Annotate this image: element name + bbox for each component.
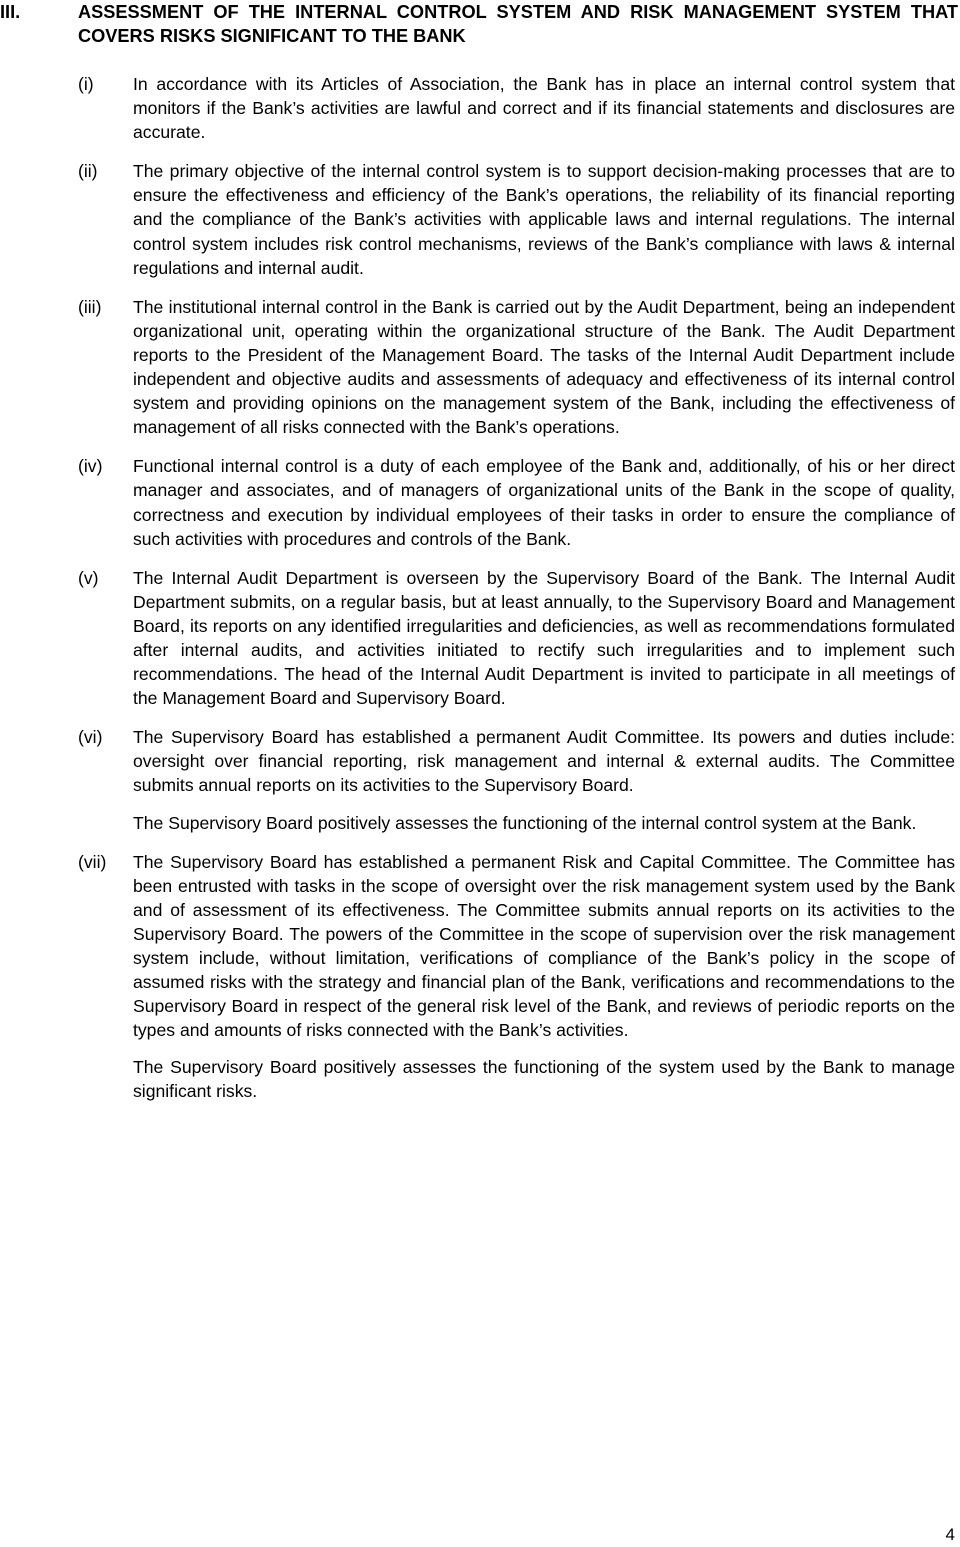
item-body [133, 72, 955, 144]
item-paragraph: The Supervisory Board positively assesses the functioning of the system used by the Bank to manage significant risks. [133, 1057, 955, 1102]
list-item [0, 566, 960, 711]
item-paragraph: The institutional internal control in the Bank is carried out by the Audit Department, being an independent organizational unit, operating within the organizational structure of the Bank. The Audit Department reports to the President of the Management Board. The tasks of the Internal Audit Department include independent and objective audits and assessments of adequacy and effectiveness of its internal control system and providing opinions on the management system of the Bank, including the effectiveness of management of all risks connected with the Bank’s operations. [133, 296, 955, 438]
item-label: (i) [78, 74, 94, 94]
item-body [133, 454, 955, 550]
list-item [0, 850, 960, 1104]
section-title: ASSESSMENT OF THE INTERNAL CONTROL SYSTEM AND RISK MANAGEMENT SYSTEM THAT COVERS RISKS SIGNIFICANT TO THE BANK [78, 2, 958, 46]
item-paragraph: The Supervisory Board has established a permanent Audit Committee. Its powers and duties include: oversight over financial reporting, risk management and internal & external audits. The Committee submits annual reports on its activities to the Supervisory Board. [133, 727, 955, 796]
list-item [0, 159, 960, 279]
item-paragraph: The primary objective of the internal control system is to support decision-making processes that are to ensure the effectiveness and efficiency of the Bank’s operations, the reliability of its financial reporting and the compliance of the Bank’s activities with applicable laws and internal regulations. The internal control system includes risk control mechanisms, reviews of the Bank’s compliance with laws & internal regulations and internal audit. [133, 161, 955, 278]
item-paragraph: The Internal Audit Department is overseen by the Supervisory Board of the Bank. The Internal Audit Department submits, on a regular basis, but at least annually, to the Supervisory Board and Management Board, its reports on any identified irregularities and deficiencies, as well as recommendations formulated after internal audits, and activities initiated to rectify such irregularities and to implement such recommendations. The head of the Internal Audit Department is invited to participate in all meetings of the Management Board and Supervisory Board. [133, 567, 955, 709]
item-label: (v) [78, 567, 99, 588]
item-body [133, 295, 955, 440]
item-paragraph: The Supervisory Board positively assesses the functioning of the internal control system at the Bank. [133, 812, 917, 833]
list-item [0, 295, 960, 440]
page-number: 4 [945, 1525, 955, 1544]
item-paragraph: In accordance with its Articles of Association, the Bank has in place an internal control system that monitors if the Bank’s activities are lawful and correct and if its financial statements and disclosures are accurate. [133, 74, 955, 143]
item-label: (vi) [78, 727, 103, 748]
list-item [0, 72, 960, 144]
item-label: (vii) [78, 851, 107, 872]
item-paragraph: The Supervisory Board has established a permanent Risk and Capital Committee. The Committee has been entrusted with tasks in the scope of oversight over the risk management system used by the Bank and of assessment of its effectiveness. The Committee submits annual reports on its activities to the Supervisory Board. The powers of the Committee in the scope of supervision over the risk management system include, without limitation, verifications of compliance of the Bank’s policy in the scope of assumed risks with the strategy and financial plan of the Bank, verifications and recommendations to the Supervisory Board in respect of the general risk level of the Bank, and reviews of periodic reports on the types and amounts of risks connected with the Bank’s activities. [133, 851, 955, 1041]
item-label: (iv) [78, 456, 103, 477]
item-body [133, 850, 955, 1104]
list-item [0, 454, 960, 550]
item-label: (iii) [78, 296, 102, 317]
list-item [0, 725, 960, 834]
item-list [0, 72, 960, 1119]
section-number: III. [0, 2, 21, 22]
item-body [133, 566, 955, 711]
item-body [133, 159, 955, 279]
item-label: (ii) [78, 161, 98, 182]
item-paragraph: Functional internal control is a duty of each employee of the Bank and, additionally, of his or her direct manager and associates, and of managers of organizational units of the Bank in the scope of quality, correctness and execution by individual employees of their tasks in order to ensure the compliance of such activities with procedures and controls of the Bank. [133, 456, 955, 549]
item-body [133, 725, 955, 834]
